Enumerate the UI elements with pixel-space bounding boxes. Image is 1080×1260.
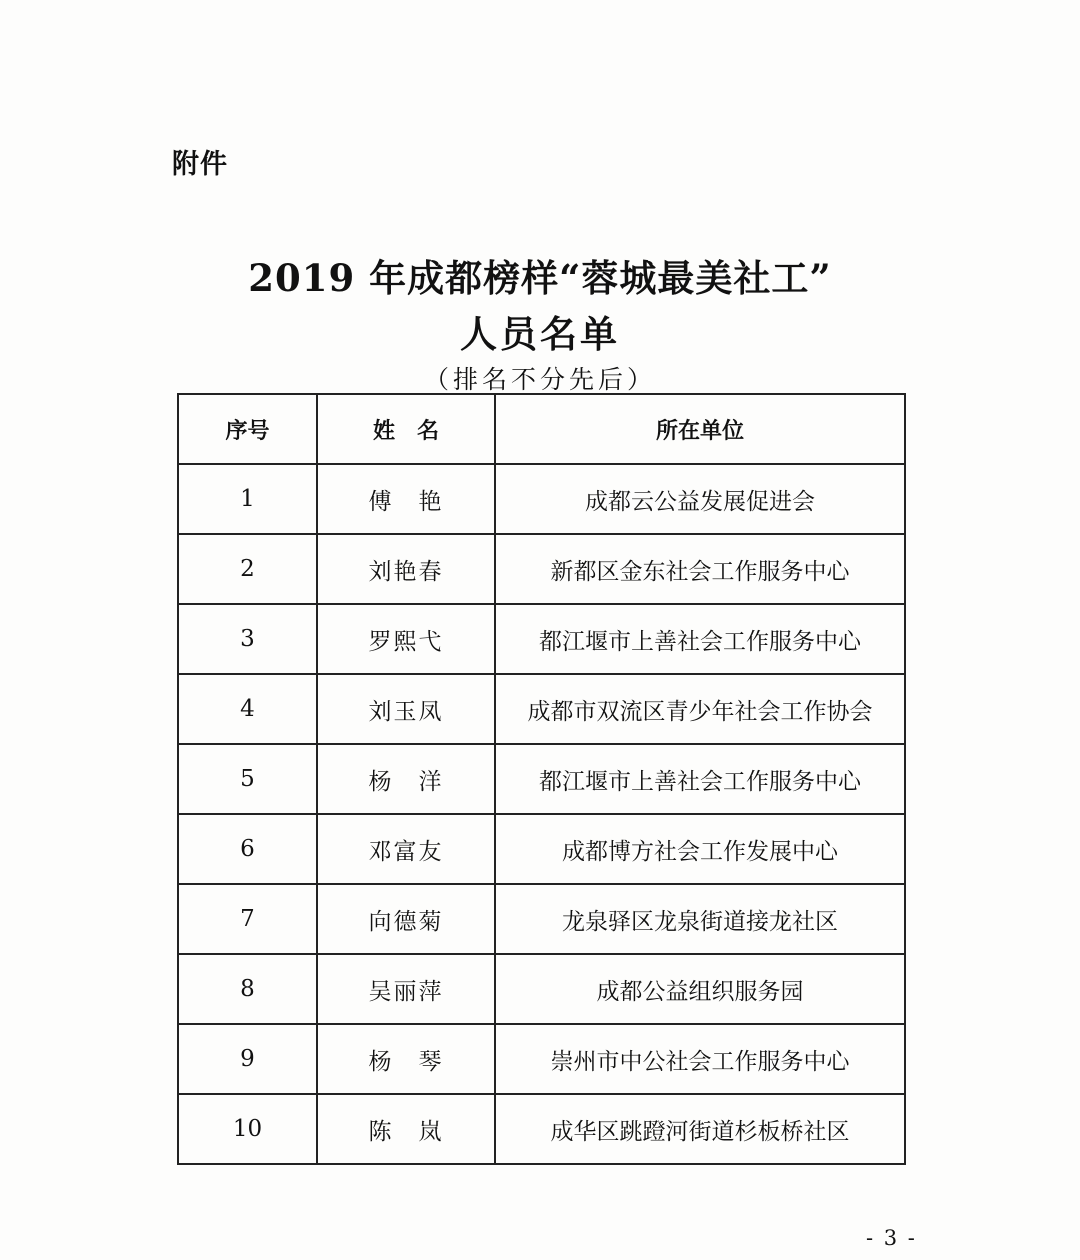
cell-name: 傅 艳	[317, 464, 495, 534]
header-number: 序号	[178, 394, 317, 464]
cell-organization: 龙泉驿区龙泉街道接龙社区	[495, 884, 905, 954]
document-title-line2: 人员名单	[460, 312, 620, 356]
table-header-row	[178, 394, 905, 464]
cell-name: 刘艳春	[317, 534, 495, 604]
table-row	[178, 744, 905, 814]
cell-number: 6	[178, 814, 317, 884]
cell-name: 罗熙弋	[317, 604, 495, 674]
cell-number: 3	[178, 604, 317, 674]
cell-name: 吴丽萍	[317, 954, 495, 1024]
table-row	[178, 534, 905, 604]
cell-organization: 成都云公益发展促进会	[495, 464, 905, 534]
table-row	[178, 604, 905, 674]
cell-number: 5	[178, 744, 317, 814]
document-title: 2019 年成都榜样“蓉城最美社工”	[248, 256, 832, 300]
cell-name: 杨 琴	[317, 1024, 495, 1094]
cell-organization: 成华区跳蹬河街道杉板桥社区	[495, 1094, 905, 1164]
header-name: 姓 名	[317, 394, 495, 464]
cell-name: 陈 岚	[317, 1094, 495, 1164]
cell-organization: 都江堰市上善社会工作服务中心	[495, 604, 905, 674]
cell-number: 8	[178, 954, 317, 1024]
table-row	[178, 1094, 905, 1164]
table-row	[178, 674, 905, 744]
cell-organization: 成都博方社会工作发展中心	[495, 814, 905, 884]
cell-number: 9	[178, 1024, 317, 1094]
table-row	[178, 954, 905, 1024]
table-row	[178, 1024, 905, 1094]
cell-number: 10	[178, 1094, 317, 1164]
cell-organization: 新都区金东社会工作服务中心	[495, 534, 905, 604]
cell-number: 1	[178, 464, 317, 534]
cell-organization: 成都市双流区青少年社会工作协会	[495, 674, 905, 744]
cell-name: 邓富友	[317, 814, 495, 884]
cell-name: 刘玉凤	[317, 674, 495, 744]
cell-number: 2	[178, 534, 317, 604]
roster-table	[177, 393, 906, 1165]
cell-number: 7	[178, 884, 317, 954]
cell-organization: 成都公益组织服务园	[495, 954, 905, 1024]
page-number: - 3 -	[866, 1226, 917, 1250]
header-organization: 所在单位	[495, 394, 905, 464]
table-row	[178, 464, 905, 534]
attachment-label: 附件	[172, 149, 228, 180]
cell-name: 杨 洋	[317, 744, 495, 814]
table-row	[178, 884, 905, 954]
table-row	[178, 814, 905, 884]
cell-organization: 崇州市中公社会工作服务中心	[495, 1024, 905, 1094]
cell-name: 向德菊	[317, 884, 495, 954]
document-subtitle: （排名不分先后）	[423, 365, 656, 394]
cell-number: 4	[178, 674, 317, 744]
cell-organization: 都江堰市上善社会工作服务中心	[495, 744, 905, 814]
